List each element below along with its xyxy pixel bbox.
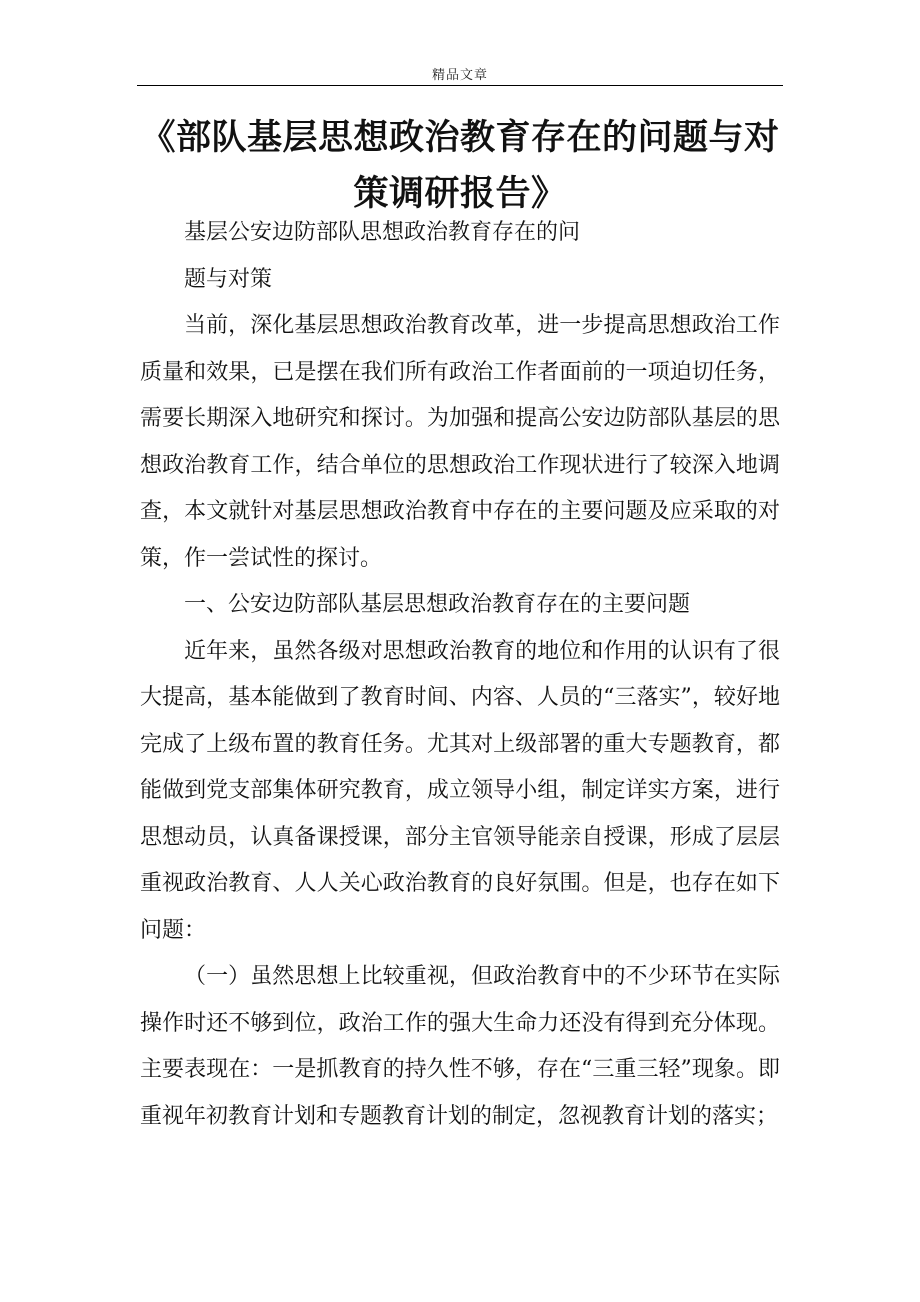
- title-line-2: 策调研报告》: [353, 173, 567, 214]
- header-divider: [137, 85, 783, 86]
- body-paragraph: （一）虽然思想上比较重视，但政治教育中的不少环节在实际操作时还不够到位，政治工作的强大生命力还没有得到充分体现。主要表现在：一是抓教育的持久性不够，存在“三重三轻”现象。即重视年初教育计划和专题教育计划的制定，忽视教育计划的落实；: [140, 964, 780, 1129]
- body-paragraph: 近年来，虽然各级对思想政治教育的地位和作用的认识有了很大提高，基本能做到了教育时间、内容、人员的“三落实”，较好地完成了上级布置的教育任务。尤其对上级部署的重大专题教育，都能做到党支部集体研究教育，成立领导小组，制定详实方案，进行思想动员，认真备课授课，部分主官领导能亲自授课，形成了层层重视政治教育、人人关心政治教育的良好氛围。但是，也存在如下问题：: [140, 638, 780, 943]
- section-heading: 一、公安边防部队基层思想政治教育存在的主要问题: [184, 592, 691, 617]
- subtitle-line-1: 基层公安边防部队思想政治教育存在的问: [184, 220, 581, 245]
- title-line-1: 《部队基层思想政治教育存在的问题与对: [140, 117, 780, 158]
- document-title: [137, 110, 783, 222]
- document-body: [140, 210, 780, 1140]
- intro-paragraph: 当前，深化基层思想政治教育改革，进一步提高思想政治工作质量和效果，已是摆在我们所有政治工作者面前的一项迫切任务，需要长期深入地研究和探讨。为加强和提高公安边防部队基层的思想政治教育工作，结合单位的思想政治工作现状进行了较深入地调查，本文就针对基层思想政治教育中存在的主要问题及应采取的对策，作一尝试性的探讨。: [140, 313, 780, 571]
- subtitle-line-2: 题与对策: [184, 266, 273, 292]
- header-label: 精品文章: [431, 68, 488, 83]
